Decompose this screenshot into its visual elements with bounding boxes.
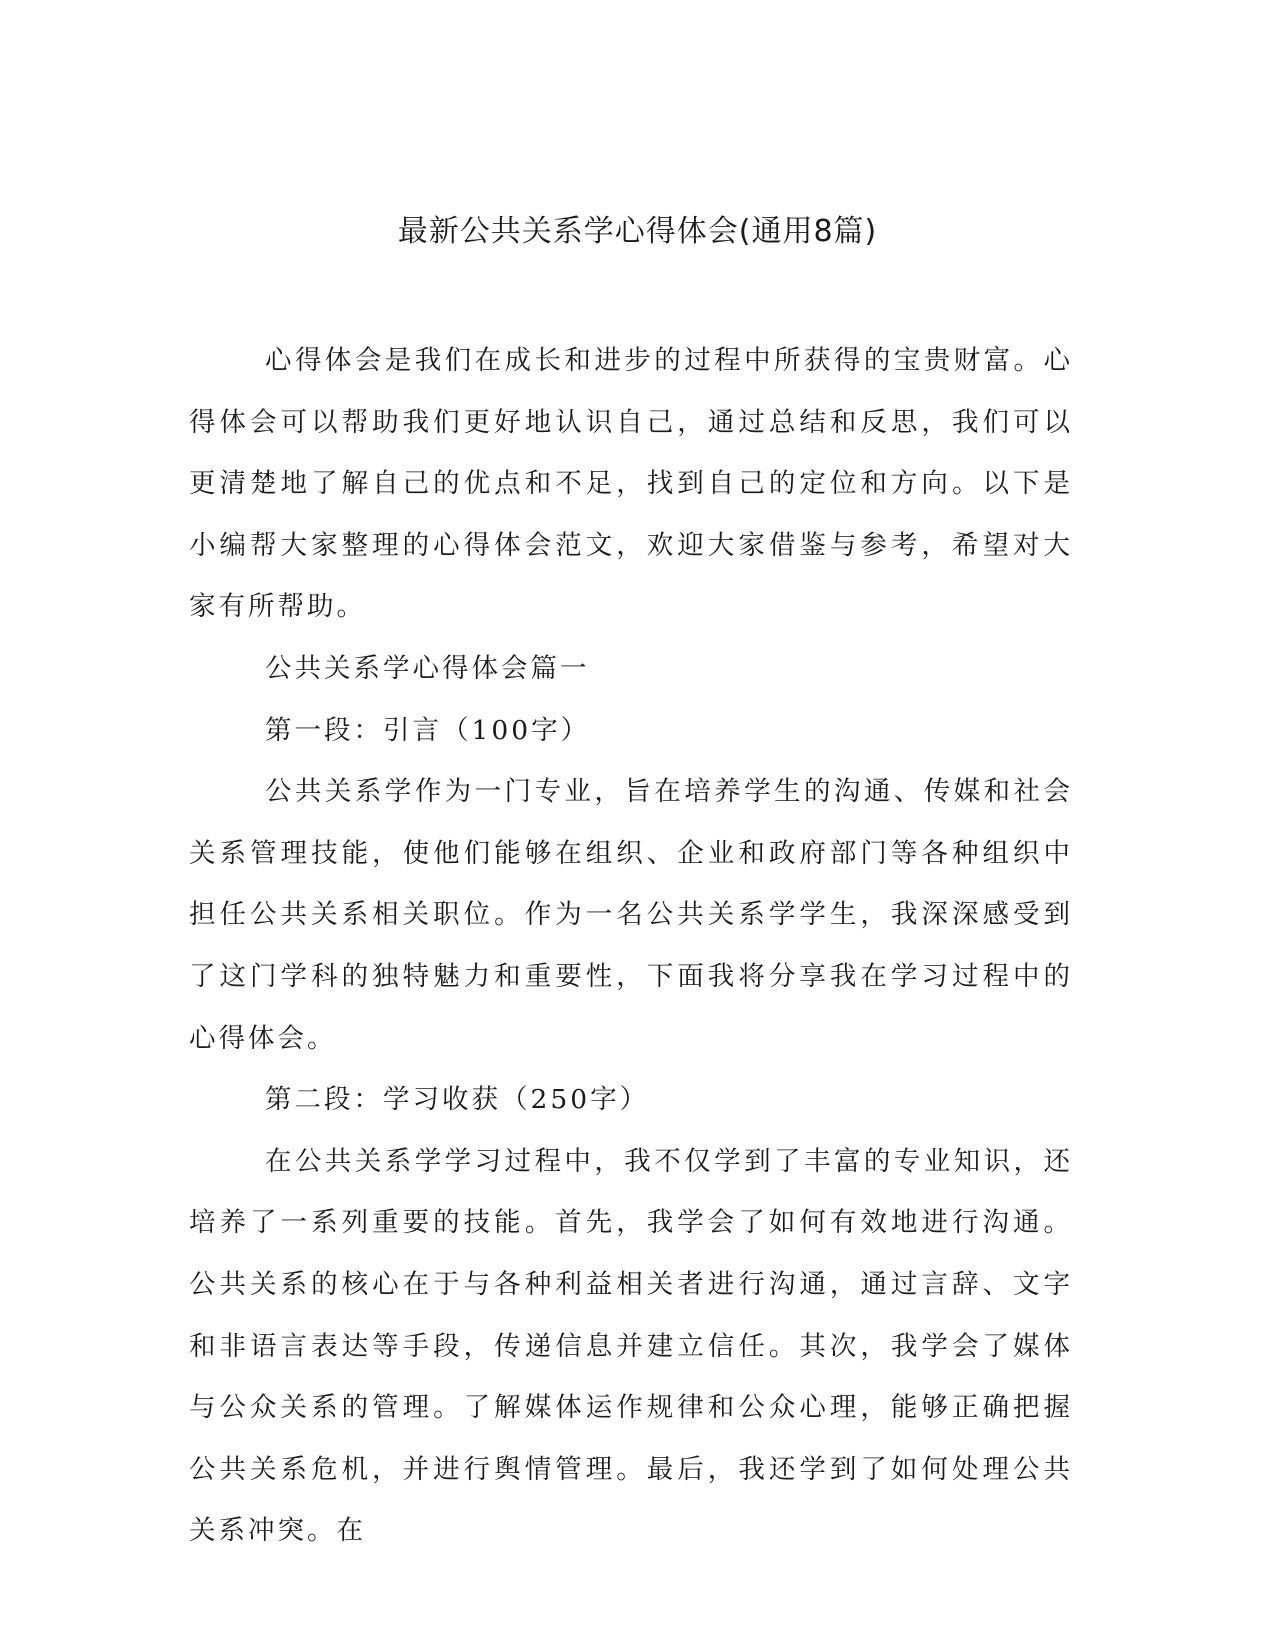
document-body (189, 330, 1073, 1562)
subsection-heading: 第二段：学习收获（250字） (265, 1084, 650, 1116)
body-paragraph: 公共关系学作为一门专业，旨在培养学生的沟通、传媒和社会关系管理技能，使他们能够在组织、企业和政府部门等各种组织中担任公共关系相关职位。作为一名公共关系学学生，我深深感受到了这门学科的独特魅力和重要性，下面我将分享我在学习过程中的心得体会。 (189, 776, 1073, 1054)
document-title: 最新公共关系学心得体会(通用8篇) (397, 214, 878, 249)
subsection-heading: 第一段：引言（100字） (265, 714, 591, 746)
section-heading: 公共关系学心得体会篇一 (265, 652, 590, 684)
body-paragraph: 在公共关系学学习过程中，我不仅学到了丰富的专业知识，还培养了一系列重要的技能。首先，我学会了如何有效地进行沟通。公共关系的核心在于与各种利益相关者进行沟通，通过言辞、文字和非语言表达等手段，传递信息并建立信任。其次，我学会了媒体与公众关系的管理。了解媒体运作规律和公众心理，能够正确把握公共关系危机，并进行舆情管理。最后，我还学到了如何处理公共关系冲突。在 (189, 1145, 1073, 1547)
intro-paragraph: 心得体会是我们在成长和进步的过程中所获得的宝贵财富。心得体会可以帮助我们更好地认识自己，通过总结和反思，我们可以更清楚地了解自己的优点和不足，找到自己的定位和方向。以下是小编帮大家整理的心得体会范文，欢迎大家借鉴与参考，希望对大家有所帮助。 (189, 345, 1073, 623)
